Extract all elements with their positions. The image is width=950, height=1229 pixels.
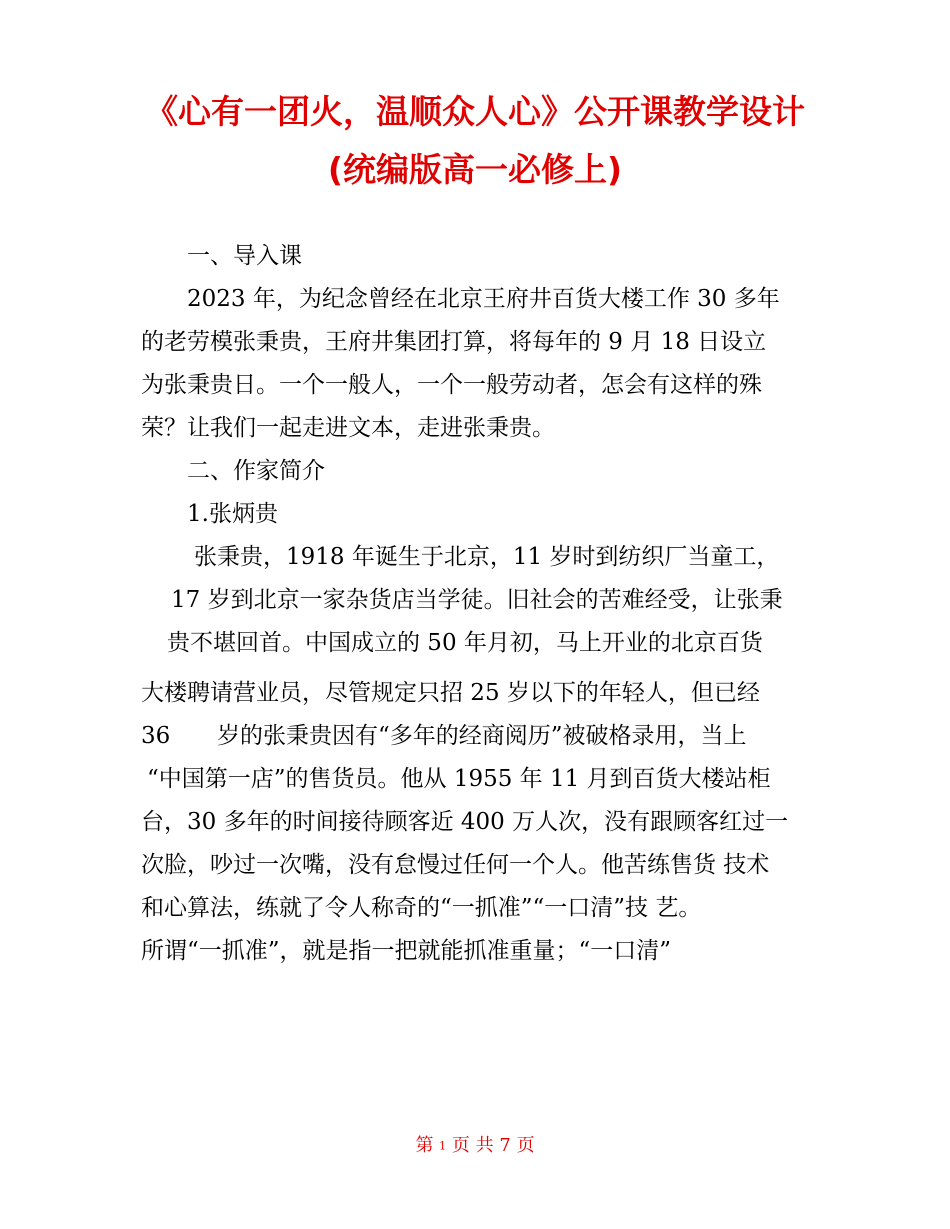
footer-prefix: 第: [415, 1135, 434, 1156]
intro-paragraph-line: 荣？让我们一起走进文本，走进张秉贵。: [141, 415, 555, 441]
bio-paragraph-line: 36: [141, 723, 171, 749]
document-title-line2: (统编版高一必修上): [327, 150, 623, 189]
bio-paragraph-line: 17 岁到北京一家杂货店当学徒。旧社会的苦难经受，让张秉: [171, 587, 783, 613]
section-heading-author: 二、作家简介: [187, 458, 325, 484]
intro-paragraph-line: 为张秉贵日。一个一般人，一个一般劳动者，怎会有这样的殊: [141, 372, 762, 398]
bio-paragraph-line: 所谓“一抓准”，就是指一把就能抓准重量；“一口清”: [141, 938, 672, 964]
bio-paragraph-line: 和心算法，练就了令人称奇的“一抓准”“一口清”技 艺。: [141, 895, 702, 921]
bio-paragraph-line: 张秉贵，1918 年诞生于北京，11 岁时到纺织厂当童工，: [194, 544, 780, 570]
document-title-line1: 《心有一团火，温顺众人心》公开课教学设计: [145, 92, 805, 131]
intro-paragraph-line: 2023 年，为纪念曾经在北京王府井百货大楼工作 30 多年: [187, 286, 780, 312]
bio-paragraph-line: 贵不堪回首。中国成立的 50 年月初，马上开业的北京百货: [167, 630, 763, 656]
footer-middle: 页 共: [451, 1135, 494, 1156]
footer-total-pages: 7: [499, 1135, 511, 1156]
bio-paragraph-line: 台，30 多年的时间接待顾客近 400 万人次，没有跟顾客红过一: [141, 809, 789, 835]
footer-page-number: 1: [439, 1139, 447, 1153]
bio-paragraph-line: “中国第一店”的售货员。他从 1955 年 11 月到百货大楼站柜: [147, 766, 771, 792]
page-footer: [0, 1137, 950, 1155]
bio-paragraph-line: 次脸，吵过一次嘴，没有怠慢过任何一个人。他苦练售货 技术: [141, 852, 770, 878]
bio-paragraph-line: 岁的张秉贵因有“多年的经商阅历”被破格录用，当上: [217, 723, 747, 749]
footer-suffix: 页: [516, 1135, 535, 1156]
section-heading-intro: 一、导入课: [187, 243, 302, 269]
bio-paragraph-line: 大楼聘请营业员，尽管规定只招 25 岁以下的年轻人，但已经: [141, 680, 760, 706]
subsection-heading-author-name: 1.张炳贵: [187, 501, 278, 527]
intro-paragraph-line: 的老劳模张秉贵，王府井集团打算，将每年的 9 月 18 日设立: [141, 329, 767, 355]
